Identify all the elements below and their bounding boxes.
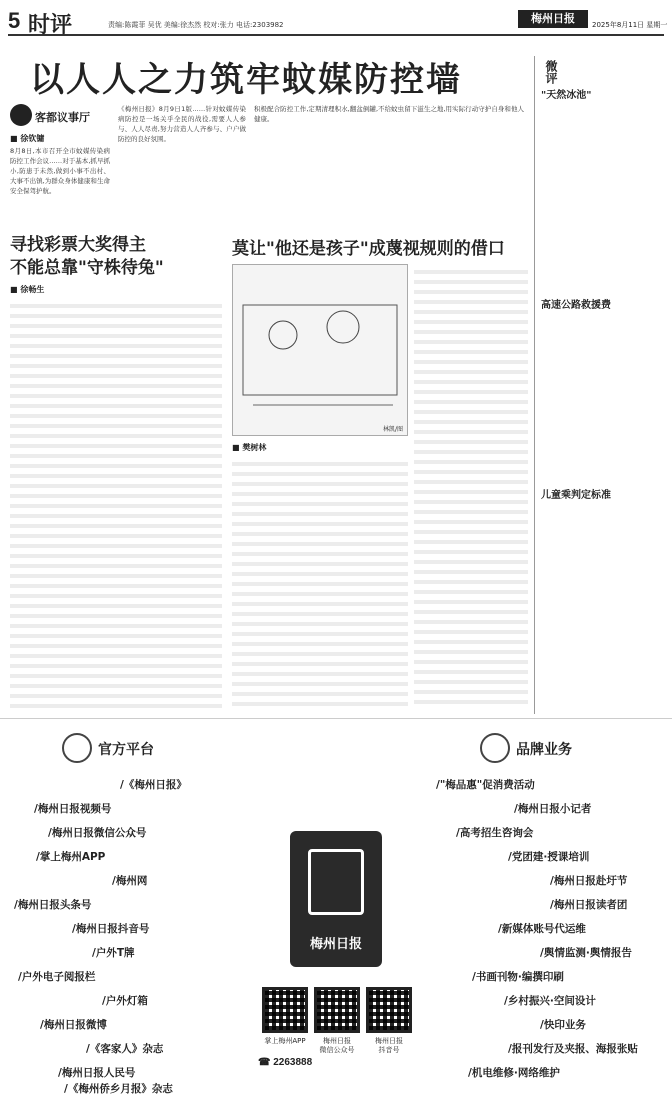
promo-section [0,718,672,1100]
platform-item: /梅州日报微博 [40,1019,107,1031]
article2-title [10,234,164,280]
platform-item: /梅州日报抖音号 [72,923,150,935]
business-item: /报刊发行及夹报、海报张贴 [508,1043,638,1055]
commentary-column [534,56,664,714]
article3-title: 莫让"他还是孩子"成蔑视规则的借口 [232,239,505,259]
kejia-column-badge [10,104,106,126]
commentary-title-3: 儿童乘判定标准 [541,490,611,501]
business-item: /快印业务 [540,1019,586,1031]
commentary-title-1: "天然冰池" [541,90,592,101]
article1-byline: ■ 徐钦镛 [10,134,45,143]
business-item: /新媒体账号代运维 [498,923,586,935]
business-item: /梅州日报读者团 [550,899,628,911]
editor-meta: 责编:陈霞菲 吴优 美编:徐杰然 校对:张力 电话:2303982 [108,21,284,29]
logo-mark-icon [308,849,364,915]
logo-text: 梅州日报 [309,937,362,952]
article3-byline: ■ 樊树林 [232,443,267,452]
platform-item: /《梅州日报》 [120,779,187,791]
article2-title-line2: 不能总靠"守株待兔" [10,258,164,278]
main-headline: 以人人之力筑牢蚊媒防控墙 [30,60,462,100]
cartoon-drawing [233,265,407,435]
business-item: /梅州日报赴圩节 [550,875,628,887]
business-item: /机电维修·网络维护 [468,1067,560,1079]
platform-item: /梅州日报人民号 [58,1067,136,1079]
cartoon-illustration [232,264,408,436]
platform-item: /梅州日报头条号 [14,899,92,911]
app-qr-code[interactable] [262,987,308,1033]
issue-date: 2025年8月11日 星期一 [592,21,668,29]
business-item: /党团建·授课培训 [508,851,590,863]
article3-col-right [414,264,528,708]
article2-title-line1: 寻找彩票大奖得主 [10,235,146,255]
location-icon [62,733,92,763]
newspaper-logo [290,831,382,967]
article2-body [10,298,222,708]
business-item: /书画刊物·编撰印刷 [472,971,564,983]
column-logo-icon [10,104,32,126]
masthead-logo: 梅州日报 [518,10,588,28]
article2-byline: ■ 徐畅生 [10,285,45,294]
wechat-qr-code[interactable] [314,987,360,1033]
qr-label-douyin: 梅州日报 抖音号 [375,1037,403,1054]
target-icon [480,733,510,763]
platform-item: /梅州日报微信公众号 [48,827,147,839]
qr-label-app: 掌上梅州APP [264,1037,306,1045]
platform-item: /梅州网 [112,875,148,887]
weiping-label: 微评 [544,60,558,84]
article1-col1: 8月8日,本市召开全市蚊媒传染病防控工作会议……对于基本,抓早抓小,防患于未然,做到小事不出村、大事不出镇,为群众身体健康和生命安全保驾护航。 [10,147,110,195]
article3-body [232,456,408,708]
platform-item: /掌上梅州APP [36,851,106,863]
platform-item: /梅州日报视频号 [34,803,112,815]
article1-col2: 《梅州日报》8月9日1版……针对蚊媒传染病防控是一场关乎全民的战役,需要人人参与、人人尽责,努力营造人人齐参与、户户做防控的良好氛围。 [118,105,246,143]
business-item: /"梅品惠"促消费活动 [436,779,535,791]
section-title: 时评 [28,13,73,38]
business-item: /高考招生咨询会 [456,827,534,839]
page-header [8,6,668,38]
douyin-qr-code[interactable] [366,987,412,1033]
commentary-title-2: 高速公路救援费 [541,300,611,311]
platform-item: /《梅州侨乡月报》杂志 [64,1083,173,1095]
platform-item: /户外电子阅报栏 [18,971,96,983]
official-platform-heading: 官方平台 [62,733,190,763]
contact-phone: ☎ 2263888 [258,1057,313,1068]
platform-item: /户外灯箱 [102,995,148,1007]
page-number: 5 [8,8,21,33]
business-item: /梅州日报小记者 [514,803,592,815]
business-item: /乡村振兴·空间设计 [504,995,596,1007]
cartoon-credit: 林凯/图 [382,426,403,433]
business-item: /舆情监测·舆情报告 [540,947,632,959]
platform-item: /户外T牌 [92,947,135,959]
column-label: 客都议事厅 [35,111,90,124]
platform-item: /《客家人》杂志 [86,1043,164,1055]
qr-label-wechat: 梅州日报 微信公众号 [319,1037,355,1054]
brand-business-heading: 品牌业务 [480,733,608,763]
article1-col3: 积极配合防控工作,定期清理积水,翻盆倒罐,不给蚊虫留下滋生之地,用实际行动守护自身和他人健康。 [254,105,524,123]
